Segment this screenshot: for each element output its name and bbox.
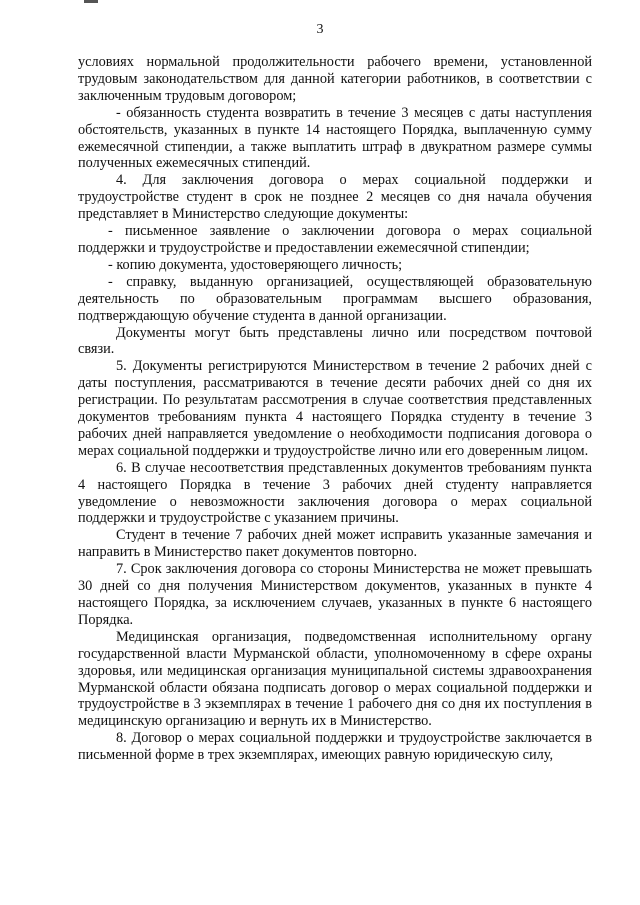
paragraph-item-6: 6. В случае несоответствия представленных документов требованиям пункта 4 настоящего Порядка в течение 3 рабочих дней студенту направляется уведомление о невозможности заключения договора о мерах социальной поддержки и трудоустройстве с указанием причины. bbox=[78, 459, 592, 527]
paragraph-item-7: 7. Срок заключения договора со стороны Министерства не может превышать 30 дней со дня получения Министерством документов, указанных в пункте 4 настоящего Порядка, за исключением случаев, указанных в пункте 6 настоящего Порядка. bbox=[78, 561, 592, 628]
paragraph-resubmission: Студент в течение 7 рабочих дней может исправить указанные замечания и направить в Министерство пакет документов повторно. bbox=[78, 527, 592, 561]
page-number: 3 bbox=[316, 22, 324, 37]
paragraph-refund-obligation: - обязанность студента возвратить в течение 3 месяцев с даты наступления обстоятельств, указанных в пункте 14 настоящего Порядка, выплаченную сумму ежемесячной стипендии, а также выплатить штраф в двукратном размере суммы полученных ежемесячных стипендий. bbox=[78, 104, 592, 172]
list-item-identity-copy: - копию документа, удостоверяющего личность; bbox=[108, 256, 403, 273]
paragraph-medical-organization: Медицинская организация, подведомственная исполнительному органу государственной власти Мурманской области, уполномоченному в сфере охраны здоровья, или медицинская организация муниципальной системы здравоохранения Мурманской области обязана подписать договор о мерах социальной поддержки и трудоустройстве в 3 экземплярах в течение 1 рабочего дня со дня их поступления в медицинскую организацию и вернуть их в Министерство. bbox=[78, 628, 592, 730]
paragraph-item-8: 8. Договор о мерах социальной поддержки и трудоустройстве заключается в письменной форме в трех экземплярах, имеющих равную юридическую силу, bbox=[78, 730, 592, 764]
paragraph-item-5: 5. Документы регистрируются Министерством в течение 2 рабочих дней с даты поступления, рассматриваются в течение десяти рабочих дней со дня их регистрации. По результатам рассмотрения в случае соответствия представленных документов требованиям пункта 4 настоящего Порядка студенту в течение 3 рабочих дней направляется уведомление о необходимости подписания договора о мерах социальной поддержки и трудоустройстве лично или его доверенным лицом. bbox=[78, 358, 592, 459]
scan-corner-mark bbox=[84, 0, 98, 3]
paragraph-submission-method: Документы могут быть представлены лично или посредством почтовой связи. bbox=[78, 324, 592, 358]
list-item-certificate: - справку, выданную организацией, осуществляющей образовательную деятельность по образовательным программам высшего образования, подтверждающую обучение студента в данной организации. bbox=[78, 273, 592, 324]
paragraph-continuation: условиях нормальной продолжительности рабочего времени, установленной трудовым законодательством для данной категории работников, в соответствии с заключенным трудовым договором; bbox=[78, 54, 592, 104]
document-body bbox=[78, 54, 592, 764]
paragraph-item-4: 4. Для заключения договора о мерах социальной поддержки и трудоустройстве студент в срок не позднее 2 месяцев со дня начала обучения представляет в Министерство следующие документы: bbox=[78, 172, 592, 223]
list-item-application: - письменное заявление о заключении договора о мерах социальной поддержки и трудоустройстве и предоставлении ежемесячной стипендии; bbox=[78, 223, 592, 256]
